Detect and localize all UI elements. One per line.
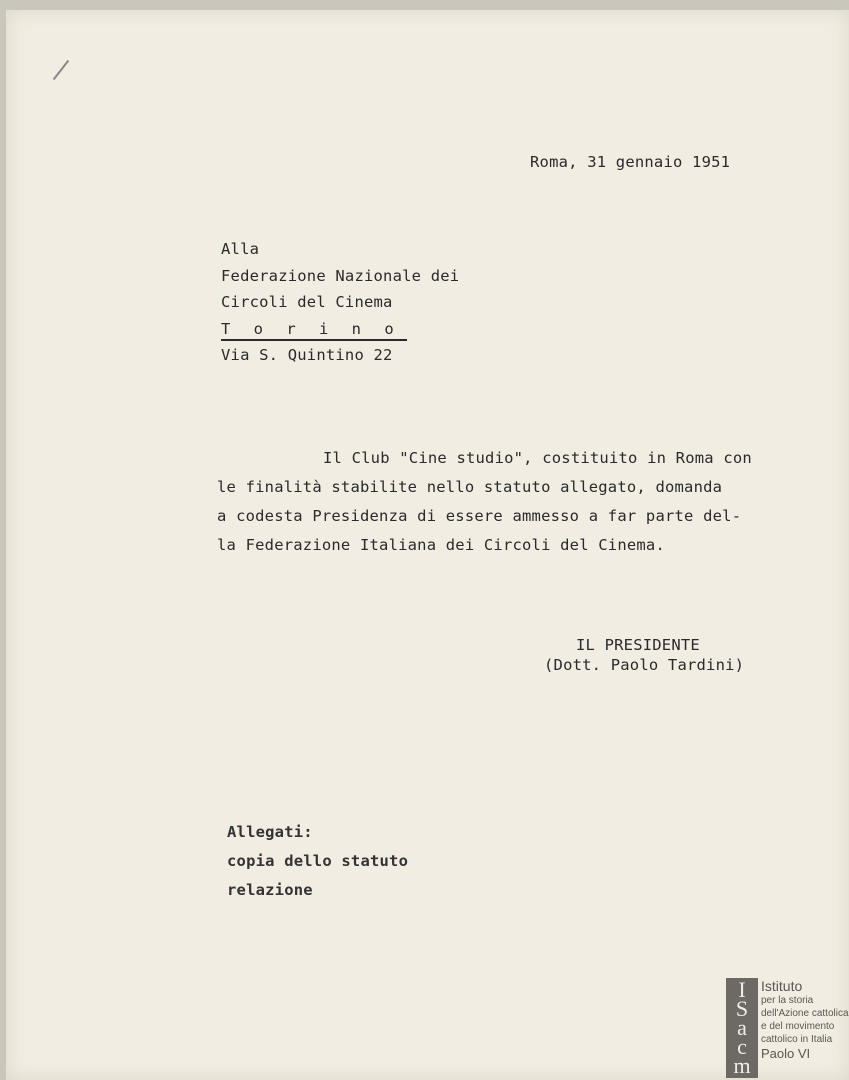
logo-line-4: e del movimento: [761, 1021, 835, 1032]
attachment-item-1: copia dello statuto: [227, 852, 409, 870]
signature-title: IL PRESIDENTE: [576, 636, 700, 654]
logo-emblem: [726, 978, 758, 1078]
logo-caption: [761, 978, 849, 1062]
recipient-street: Via S. Quintino 22: [221, 346, 393, 364]
body-line-3: a codesta Presidenza di essere ammesso a far parte del-: [217, 507, 742, 525]
logo-line-3: dell'Azione cattolica: [761, 1008, 849, 1019]
attachment-item-2: relazione: [227, 881, 313, 899]
pen-mark: [53, 60, 69, 80]
body-line-1: Il Club "Cine studio", costituito in Roma con: [323, 449, 752, 467]
body-line-4: la Federazione Italiana dei Circoli del Cinema.: [217, 536, 665, 554]
document-page: [6, 10, 849, 1080]
recipient-line-1: Alla: [221, 240, 260, 258]
city-underline: [221, 339, 407, 341]
recipient-city-row: [221, 316, 459, 343]
logo-letter-4: c: [737, 1034, 747, 1060]
attachments-heading: Allegati:: [227, 823, 313, 841]
logo-letter-2: S: [735, 995, 749, 1021]
logo-line-6: Paolo VI: [761, 1046, 811, 1061]
recipient-city: [221, 316, 401, 343]
logo-line-5: cattolico in Italia: [761, 1034, 833, 1045]
attachments-block: [227, 818, 408, 905]
logo-letter-1: I: [738, 976, 746, 1002]
archive-logo: [726, 978, 849, 1078]
recipient-address: [221, 236, 459, 369]
recipient-city-text: T o r i n o: [221, 319, 401, 338]
logo-line-1: Istituto: [761, 978, 803, 994]
letter-date: Roma, 31 gennaio 1951: [530, 153, 731, 171]
recipient-line-3: Circoli del Cinema: [221, 293, 393, 311]
logo-line-2: per la storia: [761, 995, 814, 1006]
signature-name: (Dott. Paolo Tardini): [544, 656, 745, 674]
recipient-line-2: Federazione Nazionale dei: [221, 266, 460, 285]
body-line-2: le finalità stabilite nello statuto allegato, domanda: [217, 478, 723, 496]
letter-body: [217, 444, 752, 560]
logo-letter-5: m: [733, 1053, 751, 1079]
logo-letter-3: a: [737, 1014, 747, 1040]
